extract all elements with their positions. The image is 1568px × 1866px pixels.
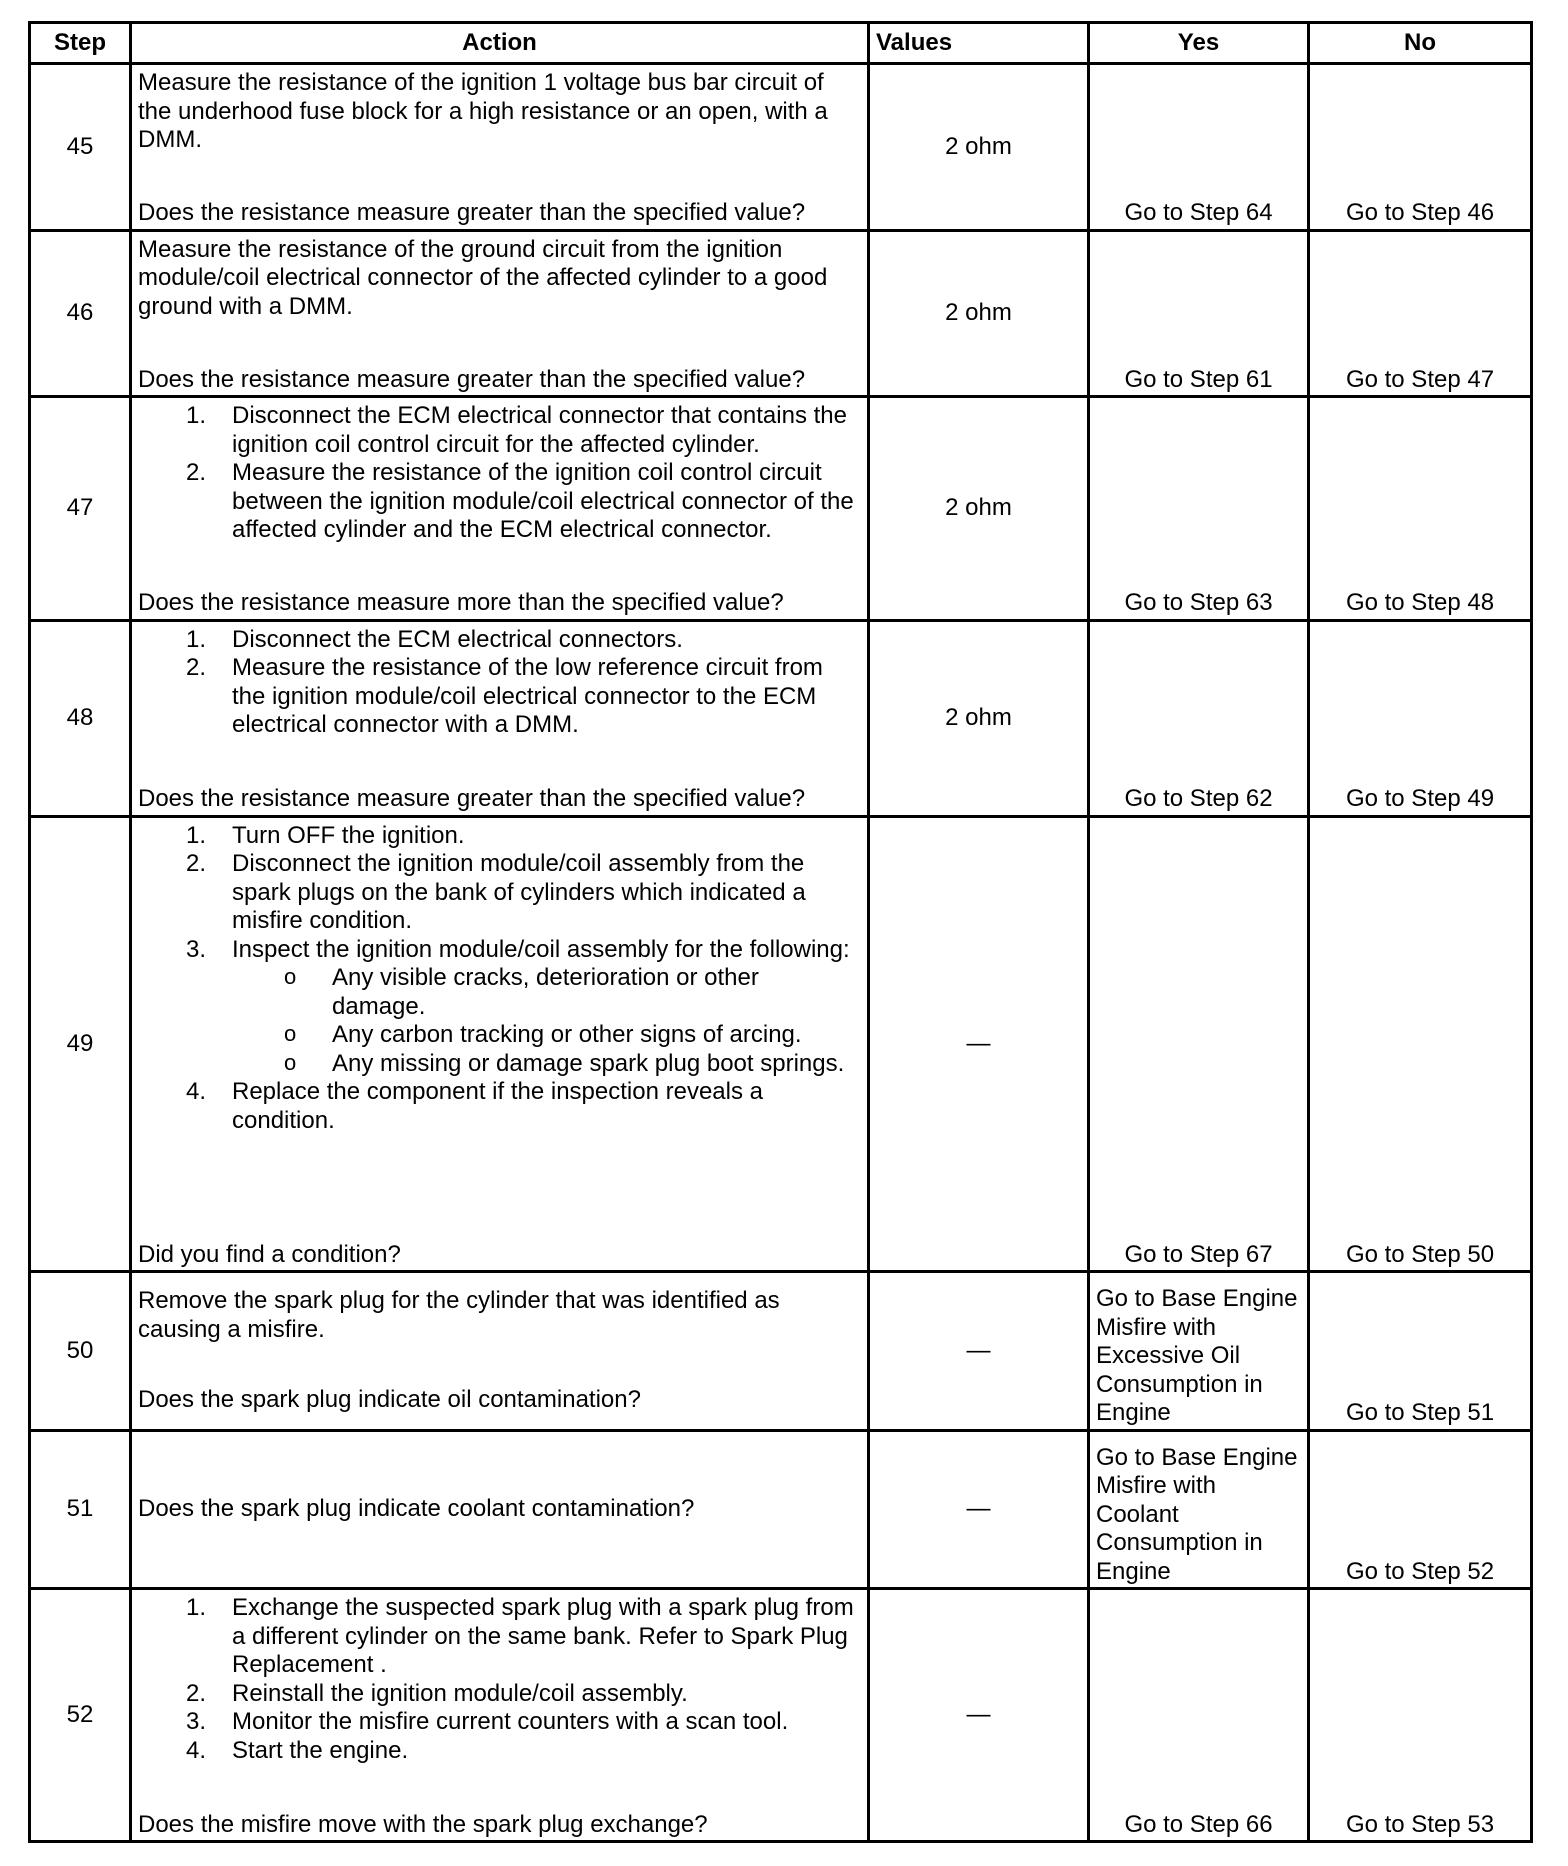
action-step-list	[132, 398, 867, 545]
yes-cell	[1089, 1589, 1309, 1842]
step-number: 47	[30, 397, 131, 621]
no-go-to-link[interactable]: Go to Step 49	[1345, 785, 1495, 812]
yes-cell	[1089, 816, 1309, 1272]
step-number: 45	[30, 64, 131, 231]
action-step: 1. Disconnect the ECM electrical connector that contains the ignition coil control circuit for the affected cylinder.	[186, 402, 847, 458]
action-step: 2. Measure the resistance of the ignition coil control circuit between the ignition module/coil electrical connector of the affected cylinder and the ECM electrical connector.	[186, 459, 854, 544]
step-number: 51	[30, 1430, 131, 1589]
action-cell	[131, 1272, 869, 1431]
action-cell	[131, 816, 869, 1272]
value-cell: 2 ohm	[869, 620, 1089, 816]
no-go-to-link[interactable]: Go to Step 52	[1345, 1557, 1495, 1585]
action-question: Does the misfire move with the spark plug exchange?	[138, 1810, 708, 1838]
action-question: Does the resistance measure greater than the specified value?	[138, 785, 806, 812]
yes-go-to-link[interactable]: Go to Step 61	[1124, 365, 1273, 393]
action-step: 3. Inspect the ignition module/coil assembly for the following: o Any visible cracks, deterioration or other damage. o Any carbon tracking or other signs of arcing. o Any missing or damage spark plug boot springs.	[132, 936, 867, 1079]
action-cell	[131, 620, 869, 816]
action-instruction: Measure the resistance of the ground circuit from the ignition module/coil electrical connector of the affected cylinder to a good ground with a DMM.	[138, 235, 828, 320]
yes-go-to-link[interactable]: Go to Step 67	[1124, 1240, 1273, 1268]
sub-list-item: o Any carbon tracking or other signs of arcing.	[284, 1021, 802, 1048]
action-cell	[131, 64, 869, 231]
action-cell	[131, 1589, 869, 1842]
no-cell	[1309, 620, 1532, 816]
no-go-to-link[interactable]: Go to Step 48	[1345, 589, 1495, 617]
yes-go-to-link[interactable]: Go to Base Engine Misfire with Excessive Oil Consumption in Engine	[1096, 1285, 1298, 1427]
no-go-to-link[interactable]: Go to Step 46	[1345, 199, 1495, 227]
action-step: 2. Measure the resistance of the low reference circuit from the ignition module/coil electrical connector to the ECM electrical connector with a DMM.	[186, 654, 823, 739]
action-step: 1. Turn OFF the ignition.	[186, 821, 465, 849]
yes-cell	[1089, 397, 1309, 621]
header-action: Action	[131, 23, 869, 64]
action-step: 1. Disconnect the ECM electrical connectors.	[186, 625, 683, 653]
action-step: 1. Exchange the suspected spark plug with a spark plug from a different cylinder on the same bank. Refer to Spark Plug Replacement .	[186, 1594, 854, 1679]
diagnostic-table	[28, 21, 1533, 1843]
no-cell	[1309, 1272, 1532, 1431]
value-cell: —	[869, 1272, 1089, 1431]
action-question: Does the resistance measure more than the specified value?	[138, 589, 784, 617]
value-cell: —	[869, 816, 1089, 1272]
sub-list-item: o Any visible cracks, deterioration or other damage.	[284, 964, 759, 1020]
no-go-to-link[interactable]: Go to Step 53	[1345, 1810, 1495, 1838]
table-row-step-47	[30, 397, 1532, 621]
action-question: Does the resistance measure greater than the specified value?	[138, 199, 806, 227]
table-row-step-51	[30, 1430, 1532, 1589]
action-instruction: Remove the spark plug for the cylinder that was identified as causing a misfire.	[138, 1287, 780, 1343]
table-row-step-46	[30, 230, 1532, 397]
action-step-list	[132, 622, 867, 740]
action-cell	[131, 230, 869, 397]
action-question: Does the spark plug indicate coolant contamination?	[131, 1430, 869, 1589]
header-yes: Yes	[1089, 23, 1309, 64]
yes-go-to-link[interactable]: Go to Step 66	[1124, 1810, 1273, 1838]
yes-cell	[1089, 64, 1309, 231]
table-row-step-48	[30, 620, 1532, 816]
sub-list-item: o Any missing or damage spark plug boot springs.	[284, 1049, 845, 1077]
action-step: 2. Reinstall the ignition module/coil assembly.	[186, 1679, 688, 1707]
table-row-step-49	[30, 816, 1532, 1272]
action-step: 2. Disconnect the ignition module/coil assembly from the spark plugs on the bank of cylinders which indicated a misfire condition.	[186, 850, 806, 934]
header-values: Values	[869, 23, 1089, 64]
no-go-to-link[interactable]: Go to Step 50	[1345, 1240, 1495, 1268]
step-number: 46	[30, 230, 131, 397]
step-number: 52	[30, 1589, 131, 1842]
no-go-to-link[interactable]: Go to Step 51	[1345, 1399, 1495, 1427]
no-cell	[1309, 1589, 1532, 1842]
yes-cell	[1089, 1272, 1309, 1431]
value-cell: —	[869, 1430, 1089, 1589]
yes-go-to-link[interactable]: Go to Step 63	[1124, 589, 1273, 617]
action-step-list	[132, 1590, 867, 1765]
value-cell: 2 ohm	[869, 64, 1089, 231]
no-cell	[1309, 816, 1532, 1272]
no-cell	[1309, 397, 1532, 621]
table-row-step-50	[30, 1272, 1532, 1431]
yes-cell	[1089, 230, 1309, 397]
value-cell: —	[869, 1589, 1089, 1842]
action-cell	[131, 397, 869, 621]
action-question: Does the resistance measure greater than the specified value?	[138, 365, 806, 393]
header-row	[30, 23, 1532, 64]
yes-go-to-link[interactable]: Go to Step 64	[1124, 199, 1273, 227]
header-no: No	[1309, 23, 1532, 64]
action-step-list	[132, 818, 867, 1136]
step-number: 49	[30, 816, 131, 1272]
value-cell: 2 ohm	[869, 397, 1089, 621]
no-cell	[1309, 64, 1532, 231]
yes-cell	[1089, 1430, 1309, 1589]
header-step: Step	[30, 23, 131, 64]
inspection-sub-list	[232, 964, 857, 1078]
action-question: Did you find a condition?	[138, 1240, 401, 1268]
yes-cell	[1089, 620, 1309, 816]
no-go-to-link[interactable]: Go to Step 47	[1345, 365, 1495, 393]
no-cell	[1309, 1430, 1532, 1589]
action-instruction: Measure the resistance of the ignition 1 voltage bus bar circuit of the underhood fuse block for a high resistance or an open, with a DMM.	[138, 69, 828, 153]
table-row-step-52	[30, 1589, 1532, 1842]
step-number: 48	[30, 620, 131, 816]
action-step: 4. Replace the component if the inspection reveals a condition.	[186, 1078, 763, 1134]
action-step: 4. Start the engine.	[186, 1736, 409, 1764]
no-cell	[1309, 230, 1532, 397]
action-question: Does the spark plug indicate oil contamination?	[138, 1386, 641, 1414]
action-step: 3. Monitor the misfire current counters with a scan tool.	[186, 1708, 789, 1736]
table-row-step-45	[30, 64, 1532, 231]
yes-go-to-link[interactable]: Go to Step 62	[1124, 785, 1273, 812]
yes-go-to-link[interactable]: Go to Base Engine Misfire with Coolant Consumption in Engine	[1096, 1443, 1298, 1585]
step-number: 50	[30, 1272, 131, 1431]
value-cell: 2 ohm	[869, 230, 1089, 397]
